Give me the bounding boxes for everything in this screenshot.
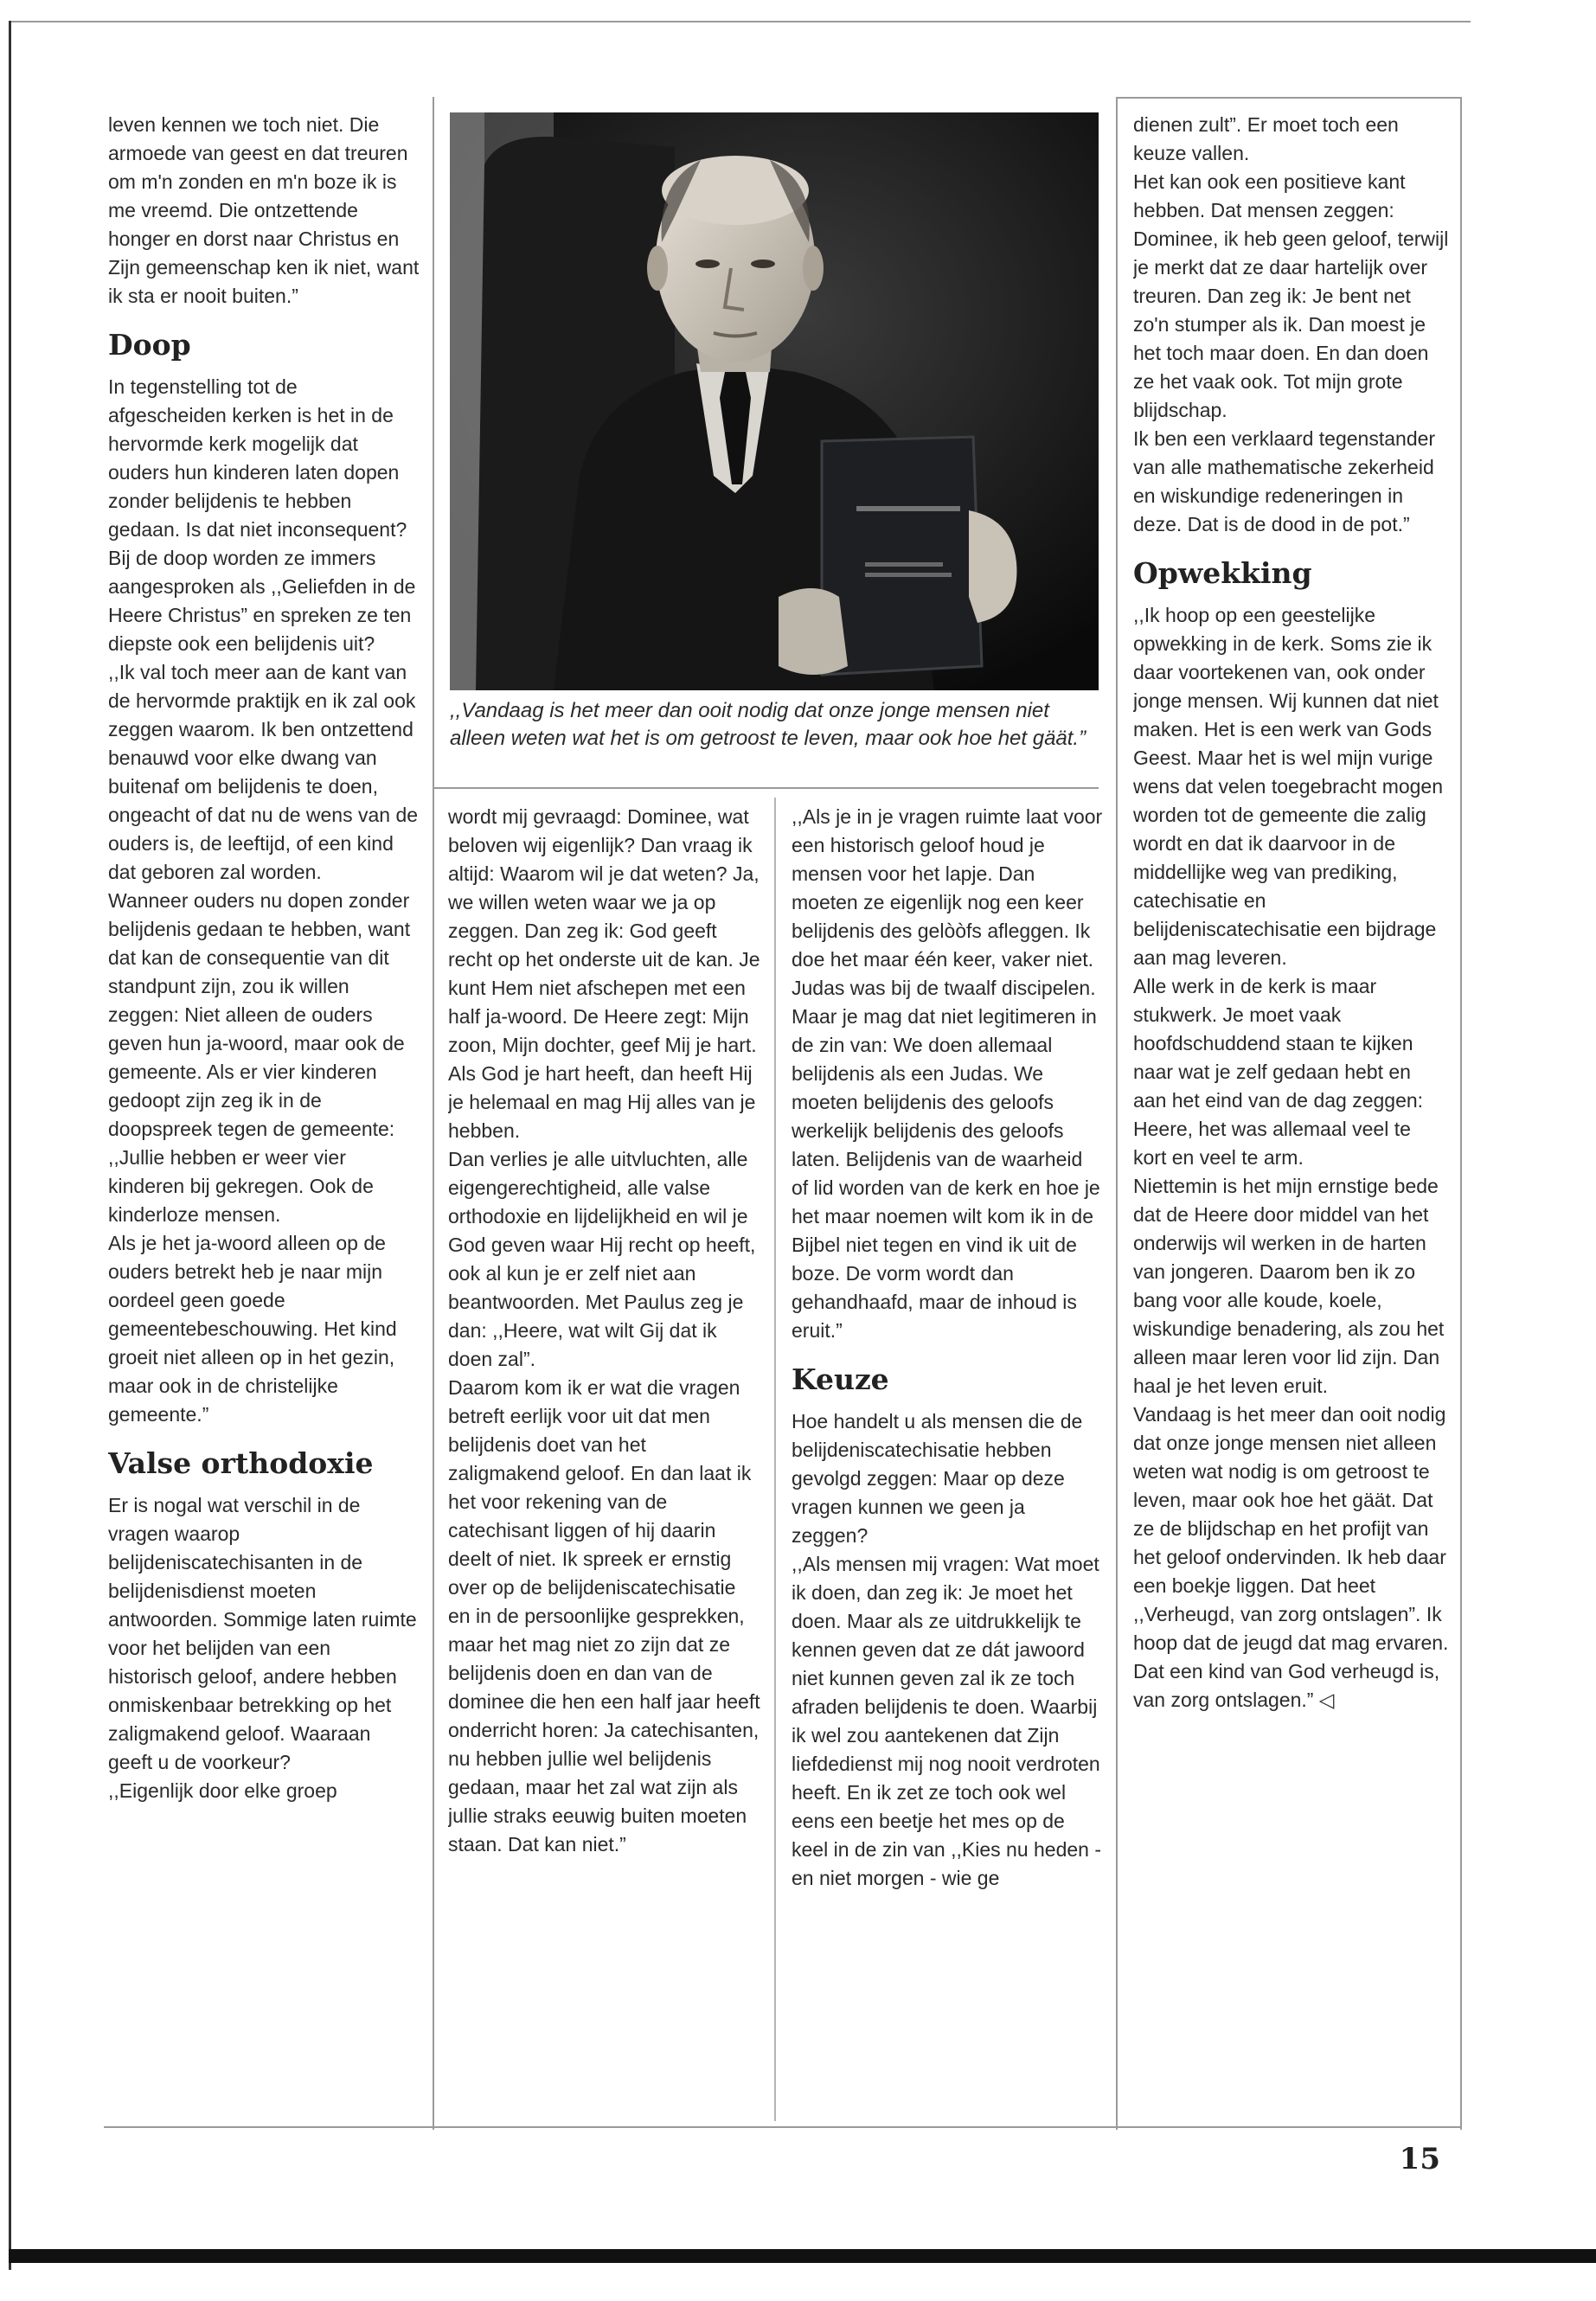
paragraph: ,,Ik val toch meer aan de kant van de hervormde praktijk en ik zal ook zeggen waarom. Ik ben ontzettend benauwd voor elke dwang van buitenaf om belijdenis te doen, ongeacht of dat nu de wens van de ouders is, de leeftijd, of een kind dat geboren zal worden. [108,661,419,883]
caption-rule [433,787,1099,789]
top-rule [9,21,1471,22]
section-heading-keuze: Keuze [792,1362,889,1396]
photo-caption: ,,Vandaag is het meer dan ooit nodig dat onze jonge mensen niet alleen weten wat het is om getroost te leven, maar ook hoe het gäät.” [450,699,1086,750]
paragraph: Daarom kom ik er wat die vragen betreft eerlijk voor uit dat men belijdenis doet van het zaligmakend geloof. En dan laat ik het voor rekening van de catechisant liggen of hij daarin deelt of niet. Ik spreek er ernstig over op de belijdeniscatechisatie en in de persoonlijke gesprekken, maar het mag niet zo zijn dat ze belijdenis doen en dan van de dominee die hen een half jaar heeft onderricht horen: Ja catechisanten, nu hebben jullie wel belijdenis gedaan, maar het zal wat zijn als jullie straks eeuwig buiten moeten staan. Dat kan niet.” [448,1376,760,1856]
article-column-1 [108,111,420,2126]
paragraph: ,,Eigenlijk door elke groep [108,1779,337,1802]
article-column-4 [1133,111,1449,2126]
section-heading-doop: Doop [108,328,191,362]
paragraph: Er is nogal wat verschil in de vragen waarop belijdeniscatechisanten in de belijdenisdienst moeten antwoorden. Sommige laten ruimte voor het belijden van een historisch geloof, andere hebben onmiskenbaar betrekking op het zaligmakend geloof. Waaraan geeft u de voorkeur? [108,1494,417,1773]
column-separator [433,97,434,2130]
box-bottom-rule [104,2126,1462,2128]
paragraph: Het kan ook een positieve kant hebben. Dat mensen zeggen: Dominee, ik heb geen geloof, terwijl je merkt dat ze daar hartelijk over treuren. Dan zeg ik: Je bent net zo'n stumper als ik. Dan moest je het toch maar doen. En dan doen ze het vaak ook. Tot mijn grote blijdschap. [1133,170,1449,421]
column-separator [774,798,776,2121]
paragraph: ,,Als je in je vragen ruimte laat voor een historisch geloof houd je mensen voor het lapje. Dan moeten ze eigenlijk nog een keer belijdenis des gelòòfs afleggen. Ik doe het maar één keer, vaker niet. [792,805,1103,971]
section-heading-opwekking: Opwekking [1133,556,1312,590]
paragraph: Dan verlies je alle uitvluchten, alle eigengerechtigheid, alle valse orthodoxie en lijdelijkheid en wil je God geven waar Hij recht op heeft, ook al kun je er zelf niet aan beantwoorden. Met Paulus zeg je dan: ,,Heere, wat wilt Gij dat ik doen zal”. [448,1148,756,1370]
paragraph: leven kennen we toch niet. Die armoede van geest en dat treuren om m'n zonden en m'n boze ik is me vreemd. Die ontzettende honger en dorst naar Christus en Zijn gemeenschap ken ik niet, want ik sta er nooit buiten.” [108,113,420,307]
paragraph: Hoe handelt u als mensen die de belijdeniscatechisatie hebben gevolgd zeggen: Maar op deze vragen kunnen we geen ja zeggen? [792,1410,1083,1547]
paragraph: dienen zult”. Er moet toch een keuze vallen. [1133,113,1399,164]
box-top-rule [1116,97,1462,99]
bottom-rule [9,2249,1596,2263]
left-rule [9,21,11,2270]
paragraph: Niettemin is het mijn ernstige bede dat de Heere door middel van het onderwijs wil werken in de harten van jongeren. Daarom ben ik zo bang voor alle koude, koele, wiskundige benadering, als zou het alleen maar leren voor lid zijn. Dan haal je het leven eruit. [1133,1175,1445,1397]
paragraph: Wanneer ouders nu dopen zonder belijdenis gedaan te hebben, want dat kan de consequentie van dit standpunt zijn, zou ik willen zeggen: Niet alleen de ouders geven hun ja-woord, maar ook de gemeente. Als er vier kinderen gedoopt zijn zeg ik in de doopspreek tegen de gemeente: ,,Jullie hebben er weer vier kinderen bij gekregen. Ook de kinderloze mensen. [108,889,411,1226]
paragraph: Vandaag is het meer dan ooit nodig dat onze jonge mensen niet alleen weten wat nodig is om getroost te leven, maar ook hoe het gäät. Dat ze de blijdschap en het profijt van het geloof ondervinden. Ik heb daar een boekje liggen. Dat heet ,,Verheugd, van zorg ontslagen”. Ik hoop dat de jeugd dat mag ervaren. Dat een kind van God verheugd is, van zorg ontslagen.” ◁ [1133,1403,1449,1711]
paragraph: Als je het ja-woord alleen op de ouders betrekt heb je naar mijn oordeel geen goede gemeentebeschouwing. Het kind groeit niet alleen op in het gezin, maar ook in de christelijke gemeente.” [108,1232,397,1426]
column-separator [1460,97,1462,2130]
portrait-illustration [450,112,1099,690]
section-heading-valse-orthodoxie: Valse orthodoxie [108,1446,374,1480]
paragraph: ,,Ik hoop op een geestelijke opwekking in de kerk. Soms zie ik daar voortekenen van, ook onder jonge mensen. Wij kunnen dat niet maken. Het is een werk van Gods Geest. Maar het is wel mijn vurige wens dat velen toegebracht mogen worden tot de gemeente die zalig wordt en dat ik daarvoor in de middellijke weg van prediking, catechisatie en belijdeniscatechisatie een bijdrage aan mag leveren. [1133,604,1444,969]
paragraph: Judas was bij de twaalf discipelen. Maar je mag dat niet legitimeren in de zin van: We doen allemaal belijdenis als een Judas. We moeten belijdenis des geloofs werkelijk belijdenis des geloofs laten. Belijdenis van de waarheid of lid worden van de kerk en hoe je het maar noemen wilt kom ik in de Bijbel niet tegen en vind ik uit de boze. De vorm wordt dan gehandhaafd, maar de inhoud is eruit.” [792,977,1100,1342]
paragraph: ,,Als mensen mij vragen: Wat moet ik doen, dan zeg ik: Je moet het doen. Maar als ze uitdrukkelijk te kennen geven dat ze dát jawoord niet kunnen geven zal ik ze toch afraden belijdenis te doen. Waarbij ik wel zou aantekenen dat Zijn liefdedienst mij nog nooit verdroten heeft. En ik zet ze toch ook wel eens een beetje het mes op de keel in de zin van ,,Kies nu heden - en niet morgen - wie ge [792,1553,1102,1889]
paragraph: Ik ben een verklaard tegenstander van alle mathematische zekerheid en wiskundige redeneringen in deze. Dat is de dood in de pot.” [1133,427,1436,535]
article-column-3 [792,803,1103,2126]
portrait-photo [450,112,1099,690]
paragraph: Alle werk in de kerk is maar stukwerk. Je moet vaak hoofdschuddend staan te kijken naar wat je zelf gedaan hebt en aan het eind van de dag zeggen: Heere, het was allemaal veel te kort en veel te arm. [1133,975,1424,1169]
paragraph: wordt mij gevraagd: Dominee, wat beloven wij eigenlijk? Dan vraag ik altijd: Waarom wil je dat weten? Ja, we willen weten waar we ja op zeggen. Dan zeg ik: God geeft recht op het onderste uit de kan. Je kunt Hem niet afschepen met een half ja-woord. De Heere zegt: Mijn zoon, Mijn dochter, geef Mij je hart. Als God je hart heeft, dan heeft Hij je helemaal en mag Hij alles van je hebben. [448,805,760,1142]
column-separator [1116,97,1118,2130]
paragraph: In tegenstelling tot de afgescheiden kerken is het in de hervormde kerk mogelijk dat ouders hun kinderen laten dopen zonder belijdenis te hebben gedaan. Is dat niet inconsequent? Bij de doop worden ze immers aangesproken als ,,Geliefden in de Heere Christus” en spreken ze ten diepste ook een belijdenis uit? [108,375,416,655]
article-column-2 [448,803,761,2126]
page-number: 15 [1399,2142,1440,2176]
